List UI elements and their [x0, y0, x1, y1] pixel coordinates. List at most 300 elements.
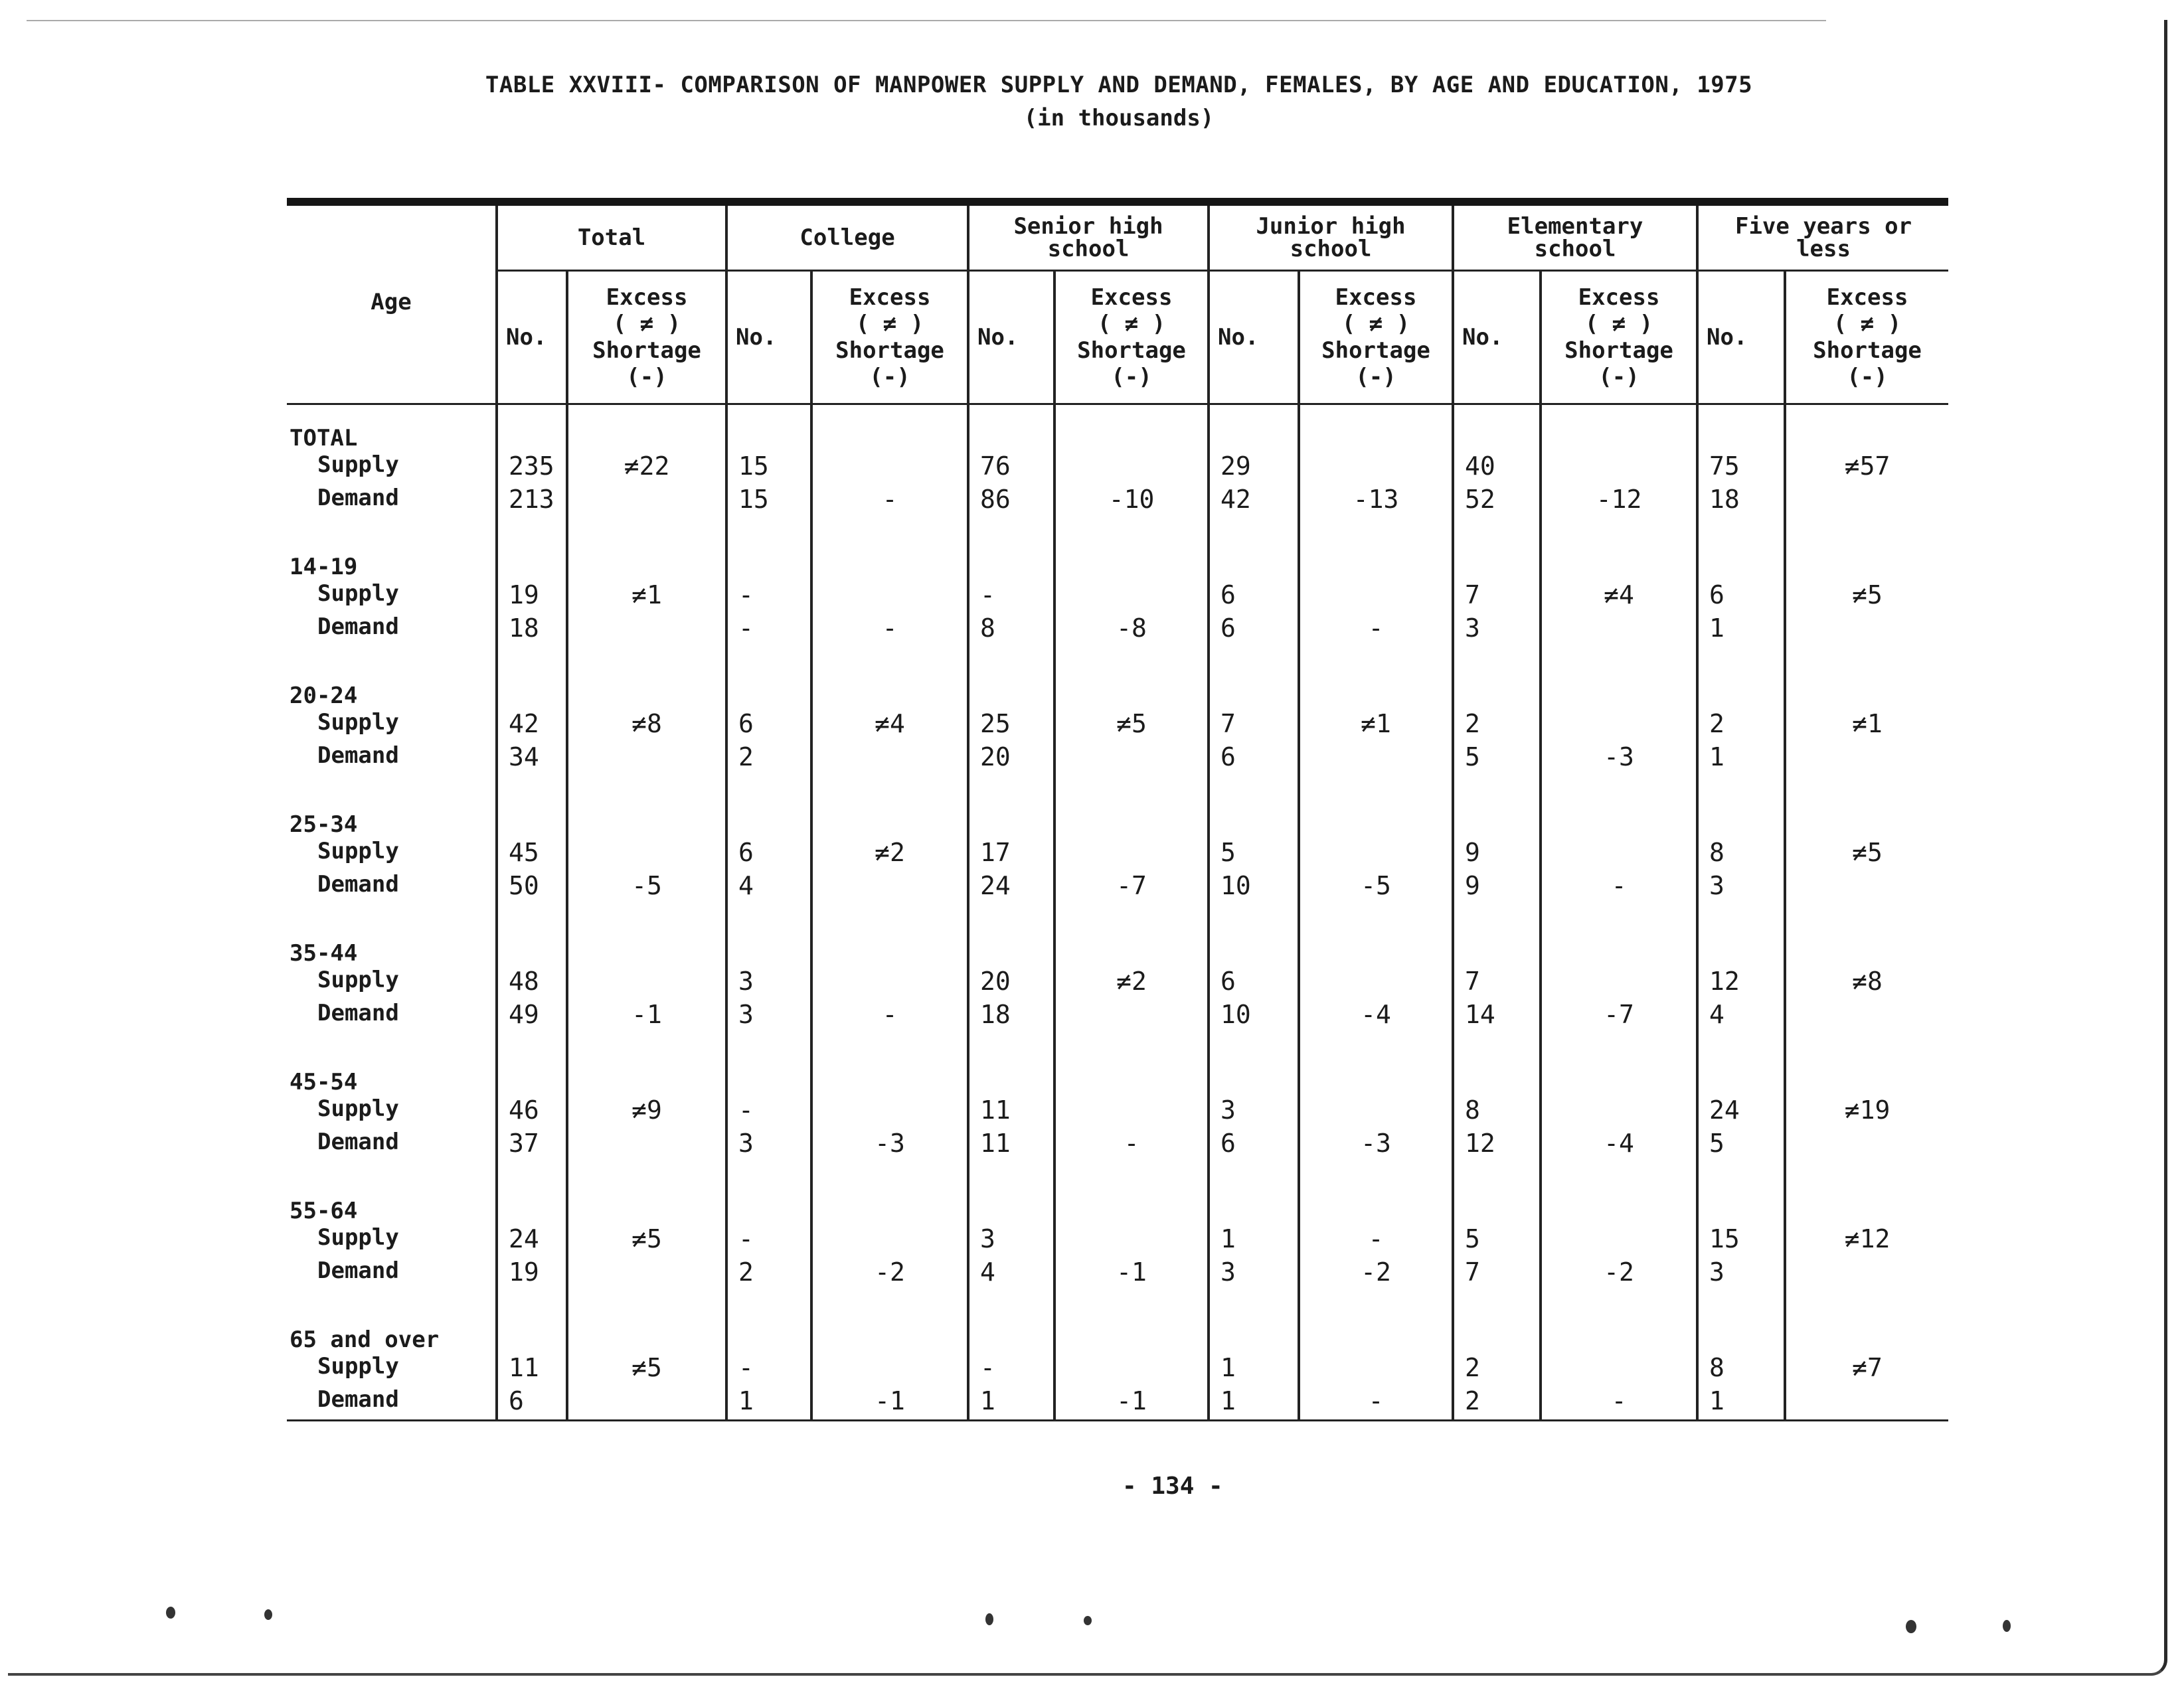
excess-shortage-cell: -2: [1299, 1257, 1453, 1291]
number-cell: 29: [1209, 451, 1299, 485]
number-cell: 14: [1453, 1000, 1541, 1033]
table-row-supply: [287, 1095, 1948, 1129]
table-row-demand: [287, 1257, 1948, 1291]
empty-cell: [1785, 548, 1948, 580]
table-row-supply: [287, 967, 1948, 1000]
excess-shortage-cell: [1299, 451, 1453, 485]
number-cell: 11: [497, 1353, 567, 1386]
excess-shortage-cell: ≠1: [1299, 709, 1453, 742]
age-group-row: [287, 1064, 1948, 1095]
excess-shortage-cell: ≠4: [811, 709, 968, 742]
number-cell: -: [968, 580, 1054, 613]
scan-speck: [2003, 1620, 2011, 1632]
row-spacer: [287, 1162, 1948, 1192]
excess-shortage-cell: [1299, 580, 1453, 613]
excess-shortage-cell: [567, 742, 726, 775]
number-cell: 8: [1697, 1353, 1785, 1386]
number-cell: 45: [497, 838, 567, 871]
excess-shortage-cell: [1541, 451, 1697, 485]
scan-speck: [985, 1613, 993, 1625]
excess-shortage-cell: [1541, 613, 1697, 647]
number-cell: 40: [1453, 451, 1541, 485]
number-cell: 2: [1453, 1353, 1541, 1386]
number-cell: 1: [1209, 1386, 1299, 1421]
excess-shortage-cell: [1541, 967, 1697, 1000]
header-excess-sign: ( ≠ ): [1341, 311, 1410, 337]
excess-shortage-cell: -: [1299, 613, 1453, 647]
excess-shortage-cell: [1541, 1353, 1697, 1386]
number-cell: 2: [726, 1257, 811, 1291]
excess-shortage-cell: ≠1: [1785, 709, 1948, 742]
excess-shortage-cell: -: [811, 1000, 968, 1033]
excess-shortage-cell: [1054, 1353, 1209, 1386]
excess-shortage-cell: ≠2: [1054, 967, 1209, 1000]
empty-cell: [1697, 1192, 1785, 1224]
empty-cell: [1785, 677, 1948, 709]
number-cell: 19: [497, 1257, 567, 1291]
empty-cell: [567, 1064, 726, 1095]
excess-shortage-cell: ≠5: [1785, 580, 1948, 613]
header-excess: Excess: [1335, 284, 1417, 311]
empty-cell: [726, 935, 811, 967]
number-cell: 6: [1209, 967, 1299, 1000]
empty-cell: [497, 677, 567, 709]
excess-shortage-cell: -13: [1299, 485, 1453, 518]
number-cell: 20: [968, 742, 1054, 775]
excess-shortage-cell: ≠5: [1785, 838, 1948, 871]
table-row-demand: [287, 485, 1948, 518]
number-cell: 12: [1697, 967, 1785, 1000]
empty-cell: [497, 1064, 567, 1095]
header-excess-shortage: [567, 271, 726, 404]
number-cell: 52: [1453, 485, 1541, 518]
excess-shortage-cell: ≠4: [1541, 580, 1697, 613]
number-cell: 6: [1697, 580, 1785, 613]
empty-cell: [968, 1192, 1054, 1224]
empty-cell: [1541, 806, 1697, 838]
row-spacer: [287, 404, 1948, 420]
excess-shortage-cell: [811, 871, 968, 904]
table-row-supply: [287, 838, 1948, 871]
table-row-demand: [287, 1000, 1948, 1033]
row-spacer: [287, 775, 1948, 806]
row-spacer: [287, 1033, 1948, 1064]
table-row-demand: [287, 871, 1948, 904]
empty-cell: [726, 420, 811, 451]
empty-cell: [567, 935, 726, 967]
number-cell: 5: [1697, 1129, 1785, 1162]
table-body: [287, 404, 1948, 1421]
empty-cell: [811, 935, 968, 967]
header-shortage: Shortage: [592, 337, 701, 364]
age-label: 65 and over: [290, 1326, 440, 1353]
empty-cell: [1453, 677, 1541, 709]
empty-cell: [1299, 1192, 1453, 1224]
table-row-demand: [287, 1129, 1948, 1162]
header-shortage: Shortage: [1813, 337, 1922, 364]
excess-shortage-cell: -3: [1541, 742, 1697, 775]
excess-shortage-cell: -: [1541, 871, 1697, 904]
number-cell: 10: [1209, 871, 1299, 904]
row-spacer: [287, 518, 1948, 548]
header-shortage-sign: (-): [1111, 364, 1152, 390]
age-label: 55-64: [290, 1198, 358, 1224]
age-group-row: [287, 420, 1948, 451]
number-cell: 17: [968, 838, 1054, 871]
header-group: Junior high school: [1209, 206, 1453, 271]
table-row-demand: [287, 1386, 1948, 1421]
excess-shortage-cell: [567, 967, 726, 1000]
number-cell: -: [726, 1224, 811, 1257]
empty-cell: [1054, 420, 1209, 451]
row-label-supply: Supply: [317, 580, 399, 607]
empty-cell: [1299, 677, 1453, 709]
empty-cell: [1541, 1192, 1697, 1224]
header-excess-sign: ( ≠ ): [1584, 311, 1653, 337]
excess-shortage-cell: [1054, 1000, 1209, 1033]
table-header: [287, 206, 1948, 404]
empty-cell: [1697, 677, 1785, 709]
number-cell: 4: [1697, 1000, 1785, 1033]
number-cell: 42: [1209, 485, 1299, 518]
empty-cell: [1453, 1192, 1541, 1224]
row-label-supply: Supply: [317, 1353, 399, 1380]
empty-cell: [1299, 420, 1453, 451]
number-cell: 3: [726, 1129, 811, 1162]
row-label-supply: Supply: [317, 967, 399, 993]
number-cell: 24: [968, 871, 1054, 904]
empty-cell: [811, 1321, 968, 1353]
number-cell: 5: [1209, 838, 1299, 871]
empty-cell: [1209, 806, 1299, 838]
excess-shortage-cell: [567, 485, 726, 518]
number-cell: 1: [726, 1386, 811, 1421]
number-cell: 6: [1209, 1129, 1299, 1162]
number-cell: 1: [968, 1386, 1054, 1421]
excess-shortage-cell: -12: [1541, 485, 1697, 518]
header-excess-sign: ( ≠ ): [1097, 311, 1166, 337]
empty-cell: [1697, 1321, 1785, 1353]
empty-cell: [1209, 1064, 1299, 1095]
excess-shortage-cell: -7: [1054, 871, 1209, 904]
empty-cell: [1054, 548, 1209, 580]
row-label-demand: Demand: [317, 1129, 399, 1155]
excess-shortage-cell: -2: [1541, 1257, 1697, 1291]
age-group-row: [287, 1192, 1948, 1224]
excess-shortage-cell: [567, 1129, 726, 1162]
number-cell: 3: [726, 1000, 811, 1033]
empty-cell: [1054, 1192, 1209, 1224]
excess-shortage-cell: [1541, 709, 1697, 742]
excess-shortage-cell: [1541, 1224, 1697, 1257]
number-cell: 6: [1209, 742, 1299, 775]
excess-shortage-cell: [567, 838, 726, 871]
number-cell: 1: [1697, 613, 1785, 647]
excess-shortage-cell: [1299, 742, 1453, 775]
row-label-supply: Supply: [317, 451, 399, 478]
excess-shortage-cell: ≠19: [1785, 1095, 1948, 1129]
excess-shortage-cell: -: [1299, 1386, 1453, 1421]
number-cell: 6: [497, 1386, 567, 1421]
excess-shortage-cell: -4: [1299, 1000, 1453, 1033]
row-spacer: [287, 904, 1948, 935]
empty-cell: [1785, 806, 1948, 838]
empty-cell: [1299, 1064, 1453, 1095]
empty-cell: [1299, 935, 1453, 967]
excess-shortage-cell: [1299, 967, 1453, 1000]
number-cell: 24: [1697, 1095, 1785, 1129]
number-cell: 7: [1453, 967, 1541, 1000]
empty-cell: [968, 1064, 1054, 1095]
number-cell: 76: [968, 451, 1054, 485]
excess-shortage-cell: ≠57: [1785, 451, 1948, 485]
excess-shortage-cell: [1785, 742, 1948, 775]
excess-shortage-cell: -2: [811, 1257, 968, 1291]
empty-cell: [1299, 806, 1453, 838]
empty-cell: [726, 806, 811, 838]
empty-cell: [726, 1321, 811, 1353]
excess-shortage-cell: ≠7: [1785, 1353, 1948, 1386]
row-label-supply: Supply: [317, 1095, 399, 1122]
table-row-supply: [287, 709, 1948, 742]
empty-cell: [1785, 1192, 1948, 1224]
excess-shortage-cell: [567, 1257, 726, 1291]
header-excess-sign: ( ≠ ): [1833, 311, 1902, 337]
number-cell: 49: [497, 1000, 567, 1033]
number-cell: 15: [1697, 1224, 1785, 1257]
header-excess-shortage: [1541, 271, 1697, 404]
number-cell: 4: [968, 1257, 1054, 1291]
age-group-row: [287, 677, 1948, 709]
row-label-demand: Demand: [317, 1000, 399, 1026]
number-cell: 1: [1209, 1224, 1299, 1257]
excess-shortage-cell: -: [811, 485, 968, 518]
header-no: No.: [726, 271, 811, 404]
number-cell: 20: [968, 967, 1054, 1000]
header-excess-shortage: [811, 271, 968, 404]
header-no: No.: [1697, 271, 1785, 404]
number-cell: -: [968, 1353, 1054, 1386]
empty-cell: [1785, 935, 1948, 967]
row-label-demand: Demand: [317, 613, 399, 640]
excess-shortage-cell: [1299, 1353, 1453, 1386]
header-group: Elementary school: [1453, 206, 1697, 271]
scan-speck: [166, 1607, 175, 1619]
row-label-demand: Demand: [317, 871, 399, 898]
age-group-row: [287, 548, 1948, 580]
row-label-supply: Supply: [317, 709, 399, 736]
number-cell: 6: [1209, 580, 1299, 613]
empty-cell: [1697, 1064, 1785, 1095]
empty-cell: [567, 677, 726, 709]
excess-shortage-cell: -: [1054, 1129, 1209, 1162]
number-cell: 24: [497, 1224, 567, 1257]
row-label-demand: Demand: [317, 1257, 399, 1284]
excess-shortage-cell: ≠1: [567, 580, 726, 613]
number-cell: 25: [968, 709, 1054, 742]
empty-cell: [1054, 1064, 1209, 1095]
empty-cell: [497, 420, 567, 451]
excess-shortage-cell: [1054, 1224, 1209, 1257]
empty-cell: [1697, 420, 1785, 451]
number-cell: 3: [1697, 1257, 1785, 1291]
age-label: 35-44: [290, 940, 358, 967]
excess-shortage-cell: [1785, 1000, 1948, 1033]
row-label-supply: Supply: [317, 1224, 399, 1251]
header-excess-shortage: [1299, 271, 1453, 404]
row-label-demand: Demand: [317, 742, 399, 769]
number-cell: 6: [726, 709, 811, 742]
excess-shortage-cell: [1054, 451, 1209, 485]
empty-cell: [811, 1064, 968, 1095]
excess-shortage-cell: -4: [1541, 1129, 1697, 1162]
empty-cell: [1541, 420, 1697, 451]
number-cell: 1: [1697, 1386, 1785, 1421]
number-cell: 11: [968, 1129, 1054, 1162]
row-label-supply: Supply: [317, 838, 399, 864]
number-cell: 46: [497, 1095, 567, 1129]
excess-shortage-cell: [1054, 1095, 1209, 1129]
number-cell: 34: [497, 742, 567, 775]
empty-cell: [497, 1192, 567, 1224]
header-shortage-sign: (-): [869, 364, 910, 390]
number-cell: 3: [1453, 613, 1541, 647]
excess-shortage-cell: -1: [811, 1386, 968, 1421]
empty-cell: [1785, 1321, 1948, 1353]
header-sub-row: [287, 271, 1948, 404]
header-shortage-sign: (-): [1847, 364, 1888, 390]
header-no: No.: [1209, 271, 1299, 404]
table-title: TABLE XXVIII- COMPARISON OF MANPOWER SUPPLY AND DEMAND, FEMALES, BY AGE AND EDUCATION, 1975: [485, 72, 1753, 98]
table-row-supply: [287, 451, 1948, 485]
age-label: 45-54: [290, 1069, 358, 1095]
excess-shortage-cell: [1541, 838, 1697, 871]
empty-cell: [1054, 677, 1209, 709]
number-cell: -: [726, 1095, 811, 1129]
row-label-demand: Demand: [287, 1386, 497, 1421]
number-cell: 18: [497, 613, 567, 647]
empty-cell: [1054, 935, 1209, 967]
empty-cell: [811, 1192, 968, 1224]
header-excess-sign: ( ≠ ): [612, 311, 681, 337]
excess-shortage-cell: [1299, 838, 1453, 871]
empty-cell: [1453, 935, 1541, 967]
number-cell: 12: [1453, 1129, 1541, 1162]
table-row-demand: [287, 742, 1948, 775]
age-label: TOTAL: [290, 425, 358, 451]
empty-cell: [567, 1192, 726, 1224]
header-shortage-sign: (-): [1598, 364, 1639, 390]
header-no: No.: [497, 271, 567, 404]
number-cell: 6: [1209, 613, 1299, 647]
header-excess-shortage: [1785, 271, 1948, 404]
number-cell: 2: [1697, 709, 1785, 742]
header-excess: Excess: [1090, 284, 1173, 311]
number-cell: 50: [497, 871, 567, 904]
excess-shortage-cell: [1054, 742, 1209, 775]
empty-cell: [1209, 548, 1299, 580]
header-shortage: Shortage: [1321, 337, 1430, 364]
number-cell: 213: [497, 485, 567, 518]
excess-shortage-cell: [811, 1224, 968, 1257]
empty-cell: [1209, 677, 1299, 709]
empty-cell: [1299, 548, 1453, 580]
empty-cell: [1209, 1192, 1299, 1224]
excess-shortage-cell: [811, 742, 968, 775]
row-spacer: [287, 647, 1948, 677]
empty-cell: [1541, 677, 1697, 709]
age-label: 25-34: [290, 811, 358, 838]
number-cell: 3: [1209, 1095, 1299, 1129]
header-group: College: [726, 206, 968, 271]
number-cell: 6: [726, 838, 811, 871]
header-excess: Excess: [606, 284, 688, 311]
number-cell: 8: [1453, 1095, 1541, 1129]
age-group-row: [287, 935, 1948, 967]
empty-cell: [1209, 935, 1299, 967]
number-cell: 18: [968, 1000, 1054, 1033]
excess-shortage-cell: -10: [1054, 485, 1209, 518]
empty-cell: [1209, 420, 1299, 451]
excess-shortage-cell: ≠5: [1054, 709, 1209, 742]
empty-cell: [1453, 420, 1541, 451]
empty-cell: [968, 420, 1054, 451]
header-excess: Excess: [1578, 284, 1660, 311]
excess-shortage-cell: ≠22: [567, 451, 726, 485]
header-excess: Excess: [849, 284, 931, 311]
row-spacer: [287, 1291, 1948, 1321]
excess-shortage-cell: [1785, 485, 1948, 518]
number-cell: 37: [497, 1129, 567, 1162]
number-cell: 9: [1453, 838, 1541, 871]
empty-cell: [968, 806, 1054, 838]
empty-cell: [1697, 935, 1785, 967]
excess-shortage-cell: [1785, 613, 1948, 647]
excess-shortage-cell: -1: [1054, 1386, 1209, 1421]
header-excess-sign: ( ≠ ): [855, 311, 924, 337]
table-top-rule: [287, 198, 1948, 206]
empty-cell: [1453, 548, 1541, 580]
table-row-supply: [287, 1224, 1948, 1257]
empty-cell: [1453, 1064, 1541, 1095]
number-cell: -: [726, 580, 811, 613]
number-cell: 2: [726, 742, 811, 775]
excess-shortage-cell: [567, 1386, 726, 1421]
excess-shortage-cell: [1785, 1386, 1948, 1421]
empty-cell: [497, 1321, 567, 1353]
table-row-supply: [287, 1353, 1948, 1386]
excess-shortage-cell: -3: [811, 1129, 968, 1162]
empty-cell: [726, 1064, 811, 1095]
number-cell: 5: [1453, 1224, 1541, 1257]
header-group: Total: [497, 206, 726, 271]
empty-cell: [567, 548, 726, 580]
number-cell: 7: [1453, 1257, 1541, 1291]
excess-shortage-cell: [1299, 1095, 1453, 1129]
empty-cell: [567, 1321, 726, 1353]
number-cell: 2: [1453, 1386, 1541, 1421]
number-cell: 1: [1209, 1353, 1299, 1386]
number-cell: 7: [1453, 580, 1541, 613]
header-group: Senior high school: [968, 206, 1209, 271]
scan-speck: [1084, 1616, 1092, 1625]
empty-cell: [1541, 548, 1697, 580]
excess-shortage-cell: -: [1299, 1224, 1453, 1257]
number-cell: 11: [968, 1095, 1054, 1129]
empty-cell: [968, 548, 1054, 580]
number-cell: 3: [726, 967, 811, 1000]
number-cell: 9: [1453, 871, 1541, 904]
